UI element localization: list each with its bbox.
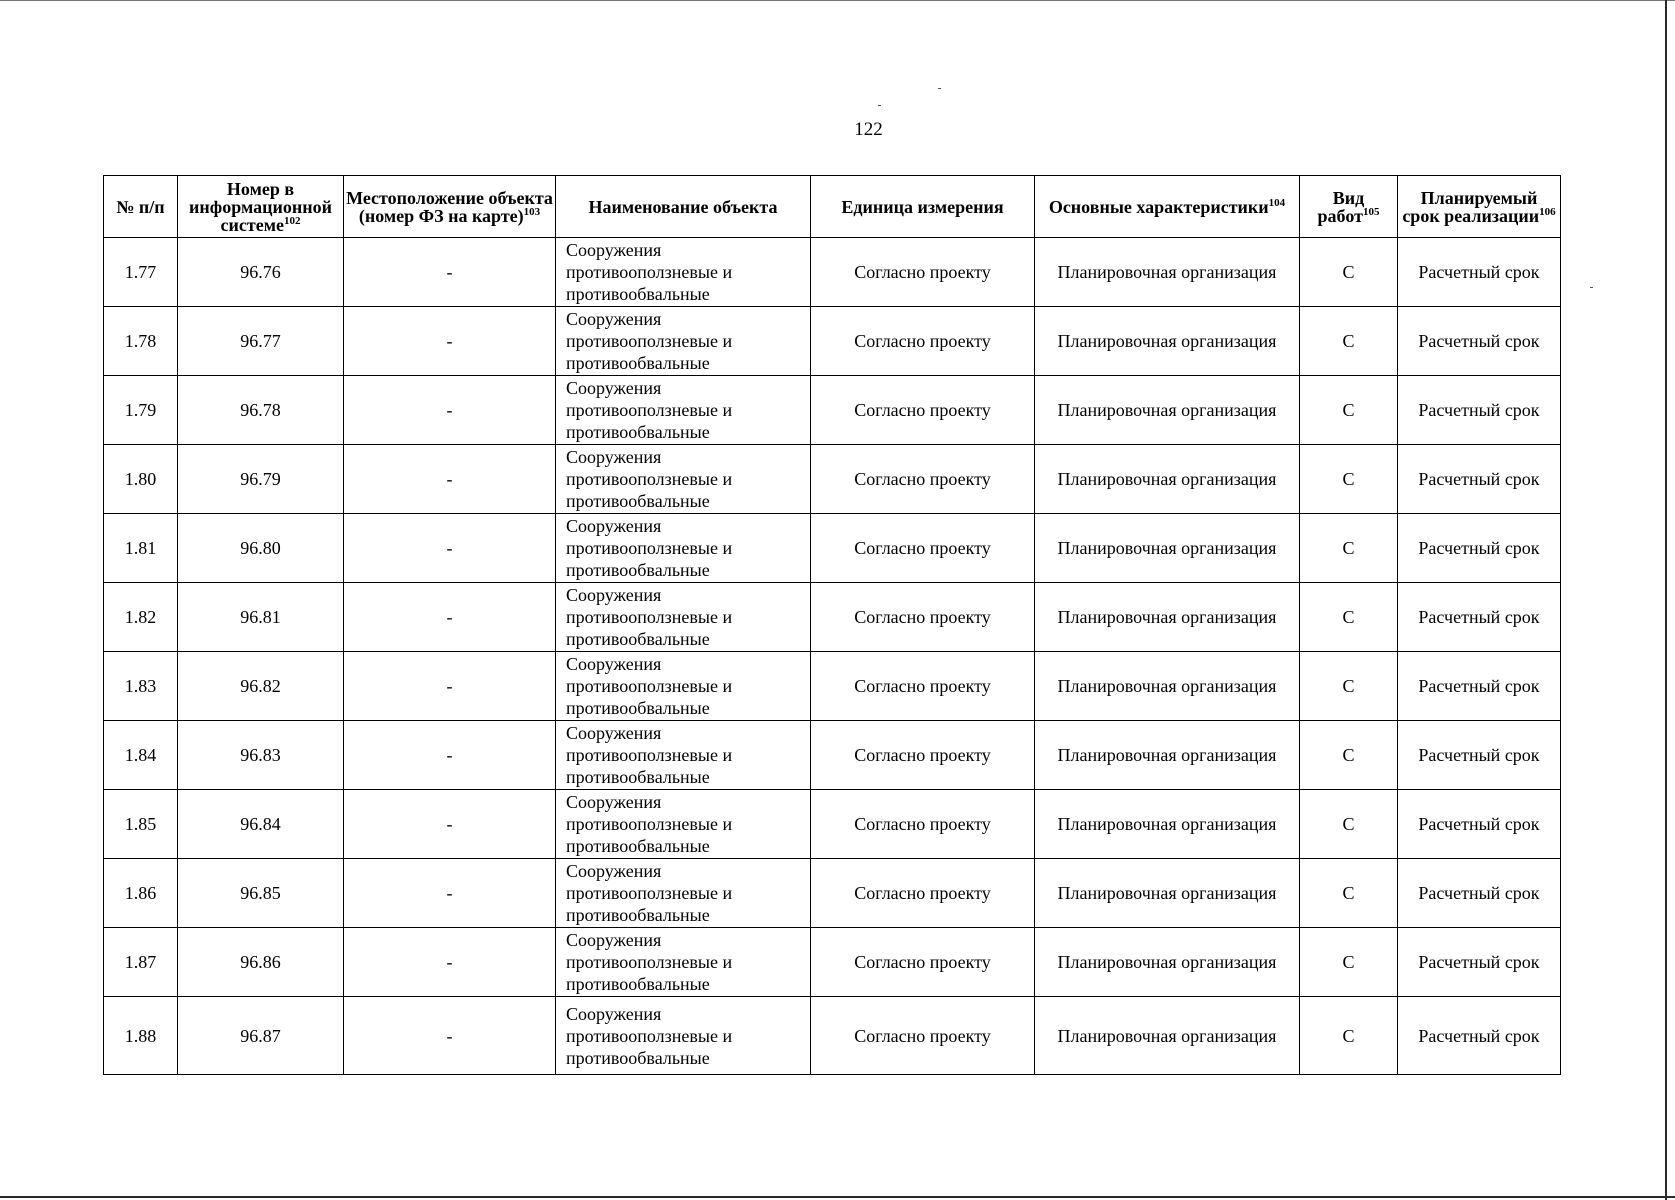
object-name-cell [556, 238, 811, 307]
work-type-cell: С [1300, 721, 1398, 790]
object-name-line: противообвальные [566, 905, 710, 925]
term-cell: Расчетный срок [1398, 997, 1561, 1075]
unit-cell: Согласно проекту [811, 514, 1035, 583]
work-type-cell: С [1300, 307, 1398, 376]
table-row [104, 721, 1561, 790]
footnote-ref: 104 [1268, 196, 1286, 209]
work-type-cell: С [1300, 997, 1398, 1075]
term-cell: Расчетный срок [1398, 583, 1561, 652]
object-name-cell [556, 997, 811, 1075]
unit-cell: Согласно проекту [811, 307, 1035, 376]
table-row [104, 514, 1561, 583]
footnote-ref: 106 [1539, 205, 1556, 218]
term-cell: Расчетный срок [1398, 928, 1561, 997]
object-name-line: Сооружения [566, 861, 662, 881]
header-label: Вид работ [1317, 187, 1365, 226]
location-cell: - [344, 445, 556, 514]
characteristics-cell: Планировочная организация [1035, 307, 1300, 376]
row-number-cell: 1.83 [104, 652, 178, 721]
table-row [104, 583, 1561, 652]
object-name-cell [556, 790, 811, 859]
header-label: Единица измерения [841, 196, 1004, 217]
system-id-cell: 96.84 [178, 790, 344, 859]
system-id-cell: 96.85 [178, 859, 344, 928]
location-cell: - [344, 790, 556, 859]
unit-cell: Согласно проекту [811, 445, 1035, 514]
header-characteristics [1035, 176, 1300, 238]
object-name-line: противооползневые и [566, 331, 733, 351]
object-name-line: противообвальные [566, 698, 710, 718]
object-name-line: Сооружения [566, 1003, 662, 1024]
unit-cell: Согласно проекту [811, 790, 1035, 859]
object-name-line: противооползневые и [566, 262, 733, 282]
object-name-cell [556, 307, 811, 376]
object-name-line: Сооружения [566, 516, 662, 536]
location-cell: - [344, 928, 556, 997]
header-label: Наименование объекта [588, 196, 778, 217]
scan-edge-top [0, 0, 1675, 1]
scan-speck [938, 88, 941, 89]
row-number-cell: 1.79 [104, 376, 178, 445]
object-name-line: Сооружения [566, 378, 662, 398]
system-id-cell: 96.83 [178, 721, 344, 790]
work-type-cell: С [1300, 445, 1398, 514]
object-name-line: противообвальные [566, 422, 710, 442]
object-name-line: Сооружения [566, 792, 662, 812]
row-number-cell: 1.82 [104, 583, 178, 652]
location-cell: - [344, 859, 556, 928]
characteristics-cell: Планировочная организация [1035, 652, 1300, 721]
object-name-line: противообвальные [566, 974, 710, 994]
scan-edge-bottom [0, 1196, 1675, 1198]
work-type-cell: С [1300, 928, 1398, 997]
characteristics-cell: Планировочная организация [1035, 238, 1300, 307]
row-number-cell: 1.88 [104, 997, 178, 1075]
characteristics-cell: Планировочная организация [1035, 583, 1300, 652]
object-name-line: противооползневые и [566, 538, 733, 558]
object-name-cell [556, 583, 811, 652]
object-name-line: противооползневые и [566, 400, 733, 420]
object-name-cell [556, 928, 811, 997]
characteristics-cell: Планировочная организация [1035, 376, 1300, 445]
term-cell: Расчетный срок [1398, 721, 1561, 790]
row-number-cell: 1.78 [104, 307, 178, 376]
table-row [104, 376, 1561, 445]
object-name-line: противооползневые и [566, 883, 733, 903]
header-label: Номер в информационной системе [189, 178, 332, 235]
system-id-cell: 96.86 [178, 928, 344, 997]
header-label: Местоположение объекта (номер ФЗ на карте) [346, 187, 553, 226]
table-row [104, 928, 1561, 997]
characteristics-cell: Планировочная организация [1035, 721, 1300, 790]
system-id-cell: 96.78 [178, 376, 344, 445]
row-number-cell: 1.77 [104, 238, 178, 307]
system-id-cell: 96.80 [178, 514, 344, 583]
term-cell: Расчетный срок [1398, 790, 1561, 859]
object-name-line: противообвальные [566, 560, 710, 580]
object-name-line: противооползневые и [566, 814, 733, 834]
object-name-line: противообвальные [566, 491, 710, 511]
object-name-line: Сооружения [566, 585, 662, 605]
work-type-cell: С [1300, 859, 1398, 928]
system-id-cell: 96.79 [178, 445, 344, 514]
term-cell: Расчетный срок [1398, 307, 1561, 376]
unit-cell: Согласно проекту [811, 376, 1035, 445]
object-name-line: Сооружения [566, 723, 662, 743]
header-system-id [178, 176, 344, 238]
row-number-cell: 1.87 [104, 928, 178, 997]
object-name-line: противооползневые и [566, 952, 733, 972]
object-name-line: противообвальные [566, 836, 710, 856]
term-cell: Расчетный срок [1398, 238, 1561, 307]
system-id-cell: 96.81 [178, 583, 344, 652]
term-cell: Расчетный срок [1398, 652, 1561, 721]
object-name-cell [556, 652, 811, 721]
work-type-cell: С [1300, 514, 1398, 583]
location-cell: - [344, 514, 556, 583]
location-cell: - [344, 997, 556, 1075]
scan-edge-right [1665, 0, 1667, 1200]
unit-cell: Согласно проекту [811, 238, 1035, 307]
term-cell: Расчетный срок [1398, 376, 1561, 445]
object-name-cell [556, 721, 811, 790]
header-number [104, 176, 178, 238]
unit-cell: Согласно проекту [811, 721, 1035, 790]
header-unit [811, 176, 1035, 238]
footnote-ref: 103 [523, 205, 541, 218]
work-type-cell: С [1300, 238, 1398, 307]
row-number-cell: 1.84 [104, 721, 178, 790]
location-cell: - [344, 238, 556, 307]
row-number-cell: 1.80 [104, 445, 178, 514]
footnote-ref: 102 [283, 214, 301, 227]
object-name-line: противооползневые и [566, 607, 733, 627]
term-cell: Расчетный срок [1398, 859, 1561, 928]
system-id-cell: 96.76 [178, 238, 344, 307]
table-row [104, 997, 1561, 1075]
table-row [104, 859, 1561, 928]
location-cell: - [344, 583, 556, 652]
object-name-line: Сооружения [566, 654, 662, 674]
work-type-cell: С [1300, 376, 1398, 445]
location-cell: - [344, 307, 556, 376]
object-name-line: противообвальные [566, 353, 710, 373]
location-cell: - [344, 376, 556, 445]
unit-cell: Согласно проекту [811, 583, 1035, 652]
object-name-line: противооползневые и [566, 745, 733, 765]
work-type-cell: С [1300, 652, 1398, 721]
row-number-cell: 1.85 [104, 790, 178, 859]
table-row [104, 790, 1561, 859]
footnote-ref: 105 [1362, 205, 1380, 218]
term-cell: Расчетный срок [1398, 514, 1561, 583]
object-name-cell [556, 445, 811, 514]
header-label: № п/п [116, 196, 165, 217]
term-cell: Расчетный срок [1398, 445, 1561, 514]
object-name-cell [556, 514, 811, 583]
table-row [104, 307, 1561, 376]
object-name-line: Сооружения [566, 930, 662, 950]
table-row [104, 238, 1561, 307]
object-name-line: Сооружения [566, 240, 662, 260]
unit-cell: Согласно проекту [811, 652, 1035, 721]
location-cell: - [344, 652, 556, 721]
work-type-cell: С [1300, 583, 1398, 652]
object-name-line: противообвальные [566, 1047, 710, 1068]
characteristics-cell: Планировочная организация [1035, 997, 1300, 1075]
object-name-cell [556, 376, 811, 445]
header-label: Планируемый срок реализации [1402, 187, 1540, 226]
unit-cell: Согласно проекту [811, 859, 1035, 928]
scan-speck [1590, 287, 1593, 288]
unit-cell: Согласно проекту [811, 928, 1035, 997]
row-number-cell: 1.81 [104, 514, 178, 583]
object-name-line: противообвальные [566, 629, 710, 649]
object-name-line: противооползневые и [566, 1025, 733, 1046]
object-name-line: Сооружения [566, 447, 662, 467]
object-name-line: противообвальные [566, 767, 710, 787]
system-id-cell: 96.87 [178, 997, 344, 1075]
work-type-cell: С [1300, 790, 1398, 859]
location-cell: - [344, 721, 556, 790]
object-name-line: противообвальные [566, 284, 710, 304]
header-object-name [556, 176, 811, 238]
object-name-line: Сооружения [566, 309, 662, 329]
characteristics-cell: Планировочная организация [1035, 790, 1300, 859]
table-body [104, 238, 1561, 1075]
characteristics-cell: Планировочная организация [1035, 445, 1300, 514]
table-row [104, 445, 1561, 514]
unit-cell: Согласно проекту [811, 997, 1035, 1075]
data-table [103, 175, 1561, 1075]
scan-speck [878, 105, 881, 106]
characteristics-cell: Планировочная организация [1035, 859, 1300, 928]
system-id-cell: 96.82 [178, 652, 344, 721]
header-work-type [1300, 176, 1398, 238]
object-name-line: противооползневые и [566, 469, 733, 489]
header-location [344, 176, 556, 238]
characteristics-cell: Планировочная организация [1035, 514, 1300, 583]
object-name-cell [556, 859, 811, 928]
characteristics-cell: Планировочная организация [1035, 928, 1300, 997]
table-row [104, 652, 1561, 721]
header-label: Основные характеристики [1048, 196, 1269, 217]
header-term [1398, 176, 1561, 238]
object-name-line: противооползневые и [566, 676, 733, 696]
page-number: 122 [854, 119, 883, 140]
header-row [104, 176, 1561, 238]
row-number-cell: 1.86 [104, 859, 178, 928]
system-id-cell: 96.77 [178, 307, 344, 376]
